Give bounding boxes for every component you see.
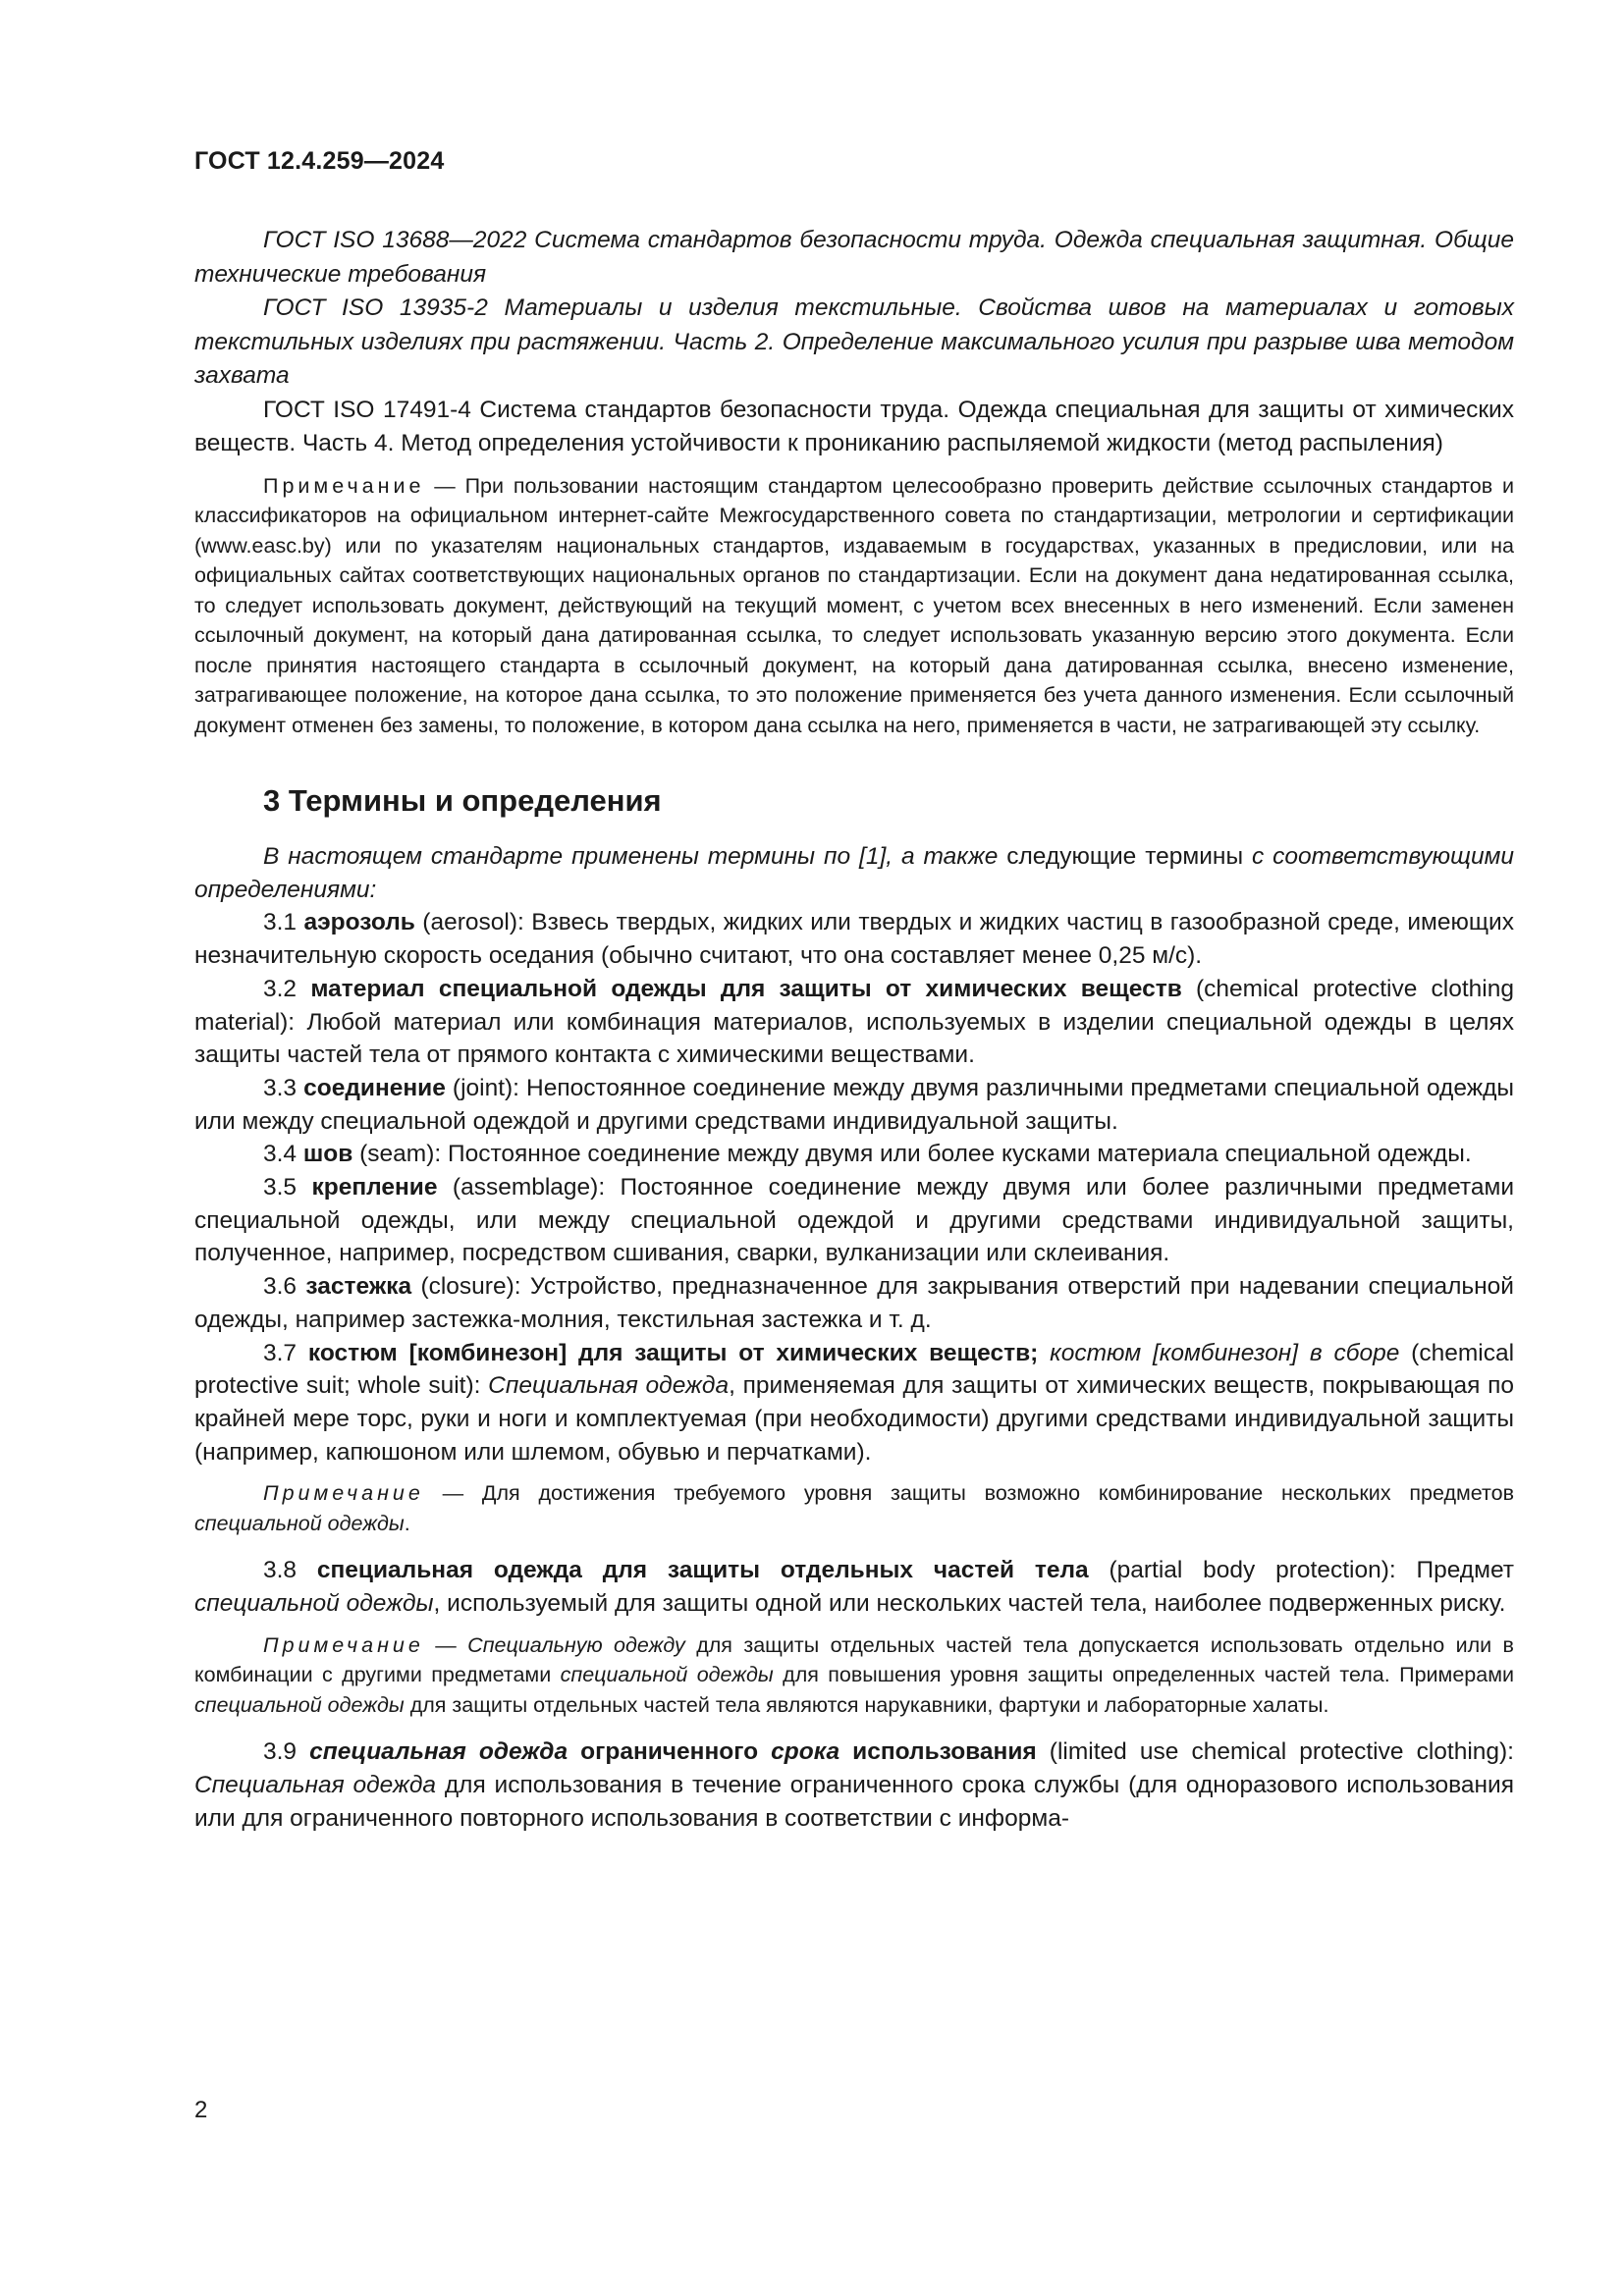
term-title: костюм [комбинезон] для защиты от химических веществ;: [307, 1339, 1039, 1366]
note-paragraph: [194, 471, 1514, 741]
term-title: крепление: [311, 1174, 438, 1201]
term-3-1: 3.1 аэрозоль (aerosol): Взвесь твердых, жидких или твердых и жидких частиц в газообразной среде, имеющих незначительную скорость оседания (обычно считают, что она составляет менее 0,25 м/с).: [194, 909, 1514, 970]
term-3-9: 3.9 специальная одежда ограниченного срока использования (limited use chemical protective clothing): Специальная одежда для использования в течение ограниченного срока службы (для одноразового использования или для ограниченного повторного использования в соответствии с информа-: [194, 1738, 1514, 1832]
term-3-4: 3.4 шов (seam): Постоянное соединение между двумя или более кусками материала специальной одежды.: [263, 1141, 1472, 1168]
page-number: 2: [194, 2097, 208, 2123]
term-title: специальная одежда: [309, 1738, 568, 1766]
note-label: Примечание: [263, 1481, 424, 1506]
term-3-5: 3.5 крепление (assemblage): Постоянное соединение между двумя или более различными предметами специальной одежды, или между специальной одеждой и другими средствами индивидуальной защиты, полученное, например, посредством сшивания, сварки, вулканизации или склеивания.: [194, 1174, 1515, 1267]
term-3-6: 3.6 застежка (closure): Устройство, предназначенное для закрывания отверстий при надевании специальной одежды, например застежка-молния, текстильная застежка и т. д.: [194, 1273, 1514, 1333]
term-title: соединение: [303, 1074, 446, 1101]
section-heading: 3 Термины и определения: [263, 783, 662, 818]
reference-item: ГОСТ ISO 17491-4 Система стандартов безопасности труда. Одежда специальная для защиты от химических веществ. Часть 4. Метод определения устойчивости к прониканию распыляемой жидкости (метод распыления): [194, 396, 1514, 456]
note-paragraph: Примечание — Для достижения требуемого уровня защиты возможно комбинирование нескольких предметов специальной одежды.: [194, 1481, 1514, 1535]
term-title: материал специальной одежды для защиты от химических веществ: [310, 975, 1182, 1002]
note-label: Примечание: [263, 473, 425, 498]
note-text: — При пользовании настоящим стандартом целесообразно проверить действие ссылочных стандартов и классификаторов на официальном интернет-сайте Межгосударственного совета по стандартизации, метрологии и сертификации (www.easc.by) или по указателям национальных стандартов, издаваемым в государствах, указанных в предисловии, или на официальных сайтах соответствующих национальных органов по стандартизации. Если на документ дана недатированная ссылка, то следует использовать документ, действующий на текущий момент, с учетом всех внесенных в него изменений. Если заменен ссылочный документ, на который дана датированная ссылка, то следует использовать указанную версию этого документа. Если после принятия настоящего стандарта в ссылочный документ, на который дана датированная ссылка, внесено изменение, затрагивающее положение, на которое дана ссылка, то это положение применяется без учета данного изменения. Если ссылочный документ отменен без замены, то положение, в котором дана ссылка на него, применяется в части, не затрагивающей эту ссылку.: [194, 473, 1514, 737]
reference-item: ГОСТ ISO 13935-2 Материалы и изделия текстильные. Свойства швов на материалах и готовых текстильных изделиях при растяжении. Часть 2. Определение максимального усилия при разрыве шва методом захвата: [194, 294, 1514, 389]
note-label: Примечание: [263, 1632, 424, 1657]
term-title: застежка: [305, 1273, 412, 1301]
reference-item: ГОСТ ISO 13688—2022 Система стандартов безопасности труда. Одежда специальная защитная. Общие технические требования: [194, 227, 1514, 288]
note-paragraph: Примечание — Специальную одежду для защиты отдельных частей тела допускается использовать отдельно или в комбинации с другими предметами специальной одежды для повышения уровня защиты определенных частей тела. Примерами специальной одежды для защиты отдельных частей тела являются нарукавники, фартуки и лабораторные халаты.: [194, 1632, 1514, 1717]
term-title: шов: [302, 1141, 353, 1168]
term-title: аэрозоль: [303, 909, 415, 936]
term-3-7: 3.7 костюм [комбинезон] для защиты от химических веществ; костюм [комбинезон] в сборе (chemical protective suit; whole suit): Специальная одежда, применяемая для защиты от химических веществ, покрывающая по крайней мере торс, руки и ноги и комплектуемая (при необходимости) другими средствами индивидуальной защиты (например, капюшоном или шлемом, обувью и перчатками).: [194, 1339, 1515, 1466]
page-content: [194, 224, 1514, 1835]
document-header: ГОСТ 12.4.259—2024: [194, 147, 445, 175]
term-3-2: 3.2 материал специальной одежды для защиты от химических веществ (chemical protective clothing material): Любой материал или комбинация материалов, используемых в изделии специальной одежды в целях защиты частей тела от прямого контакта с химическими веществами.: [194, 975, 1515, 1069]
section-intro: В настоящем стандарте применены термины по [1], а также следующие термины с соответствующими определениями:: [194, 843, 1514, 903]
term-3-3: 3.3 соединение (joint): Непостоянное соединение между двумя различными предметами специальной одежды или между специальной одеждой и другими средствами индивидуальной защиты.: [194, 1074, 1514, 1135]
term-title: специальная одежда для защиты отдельных частей тела: [316, 1557, 1089, 1584]
term-3-8: 3.8 специальная одежда для защиты отдельных частей тела (partial body protection): Предмет специальной одежды, используемый для защиты одной или нескольких частей тела, наиболее подверженных риску.: [194, 1557, 1514, 1618]
